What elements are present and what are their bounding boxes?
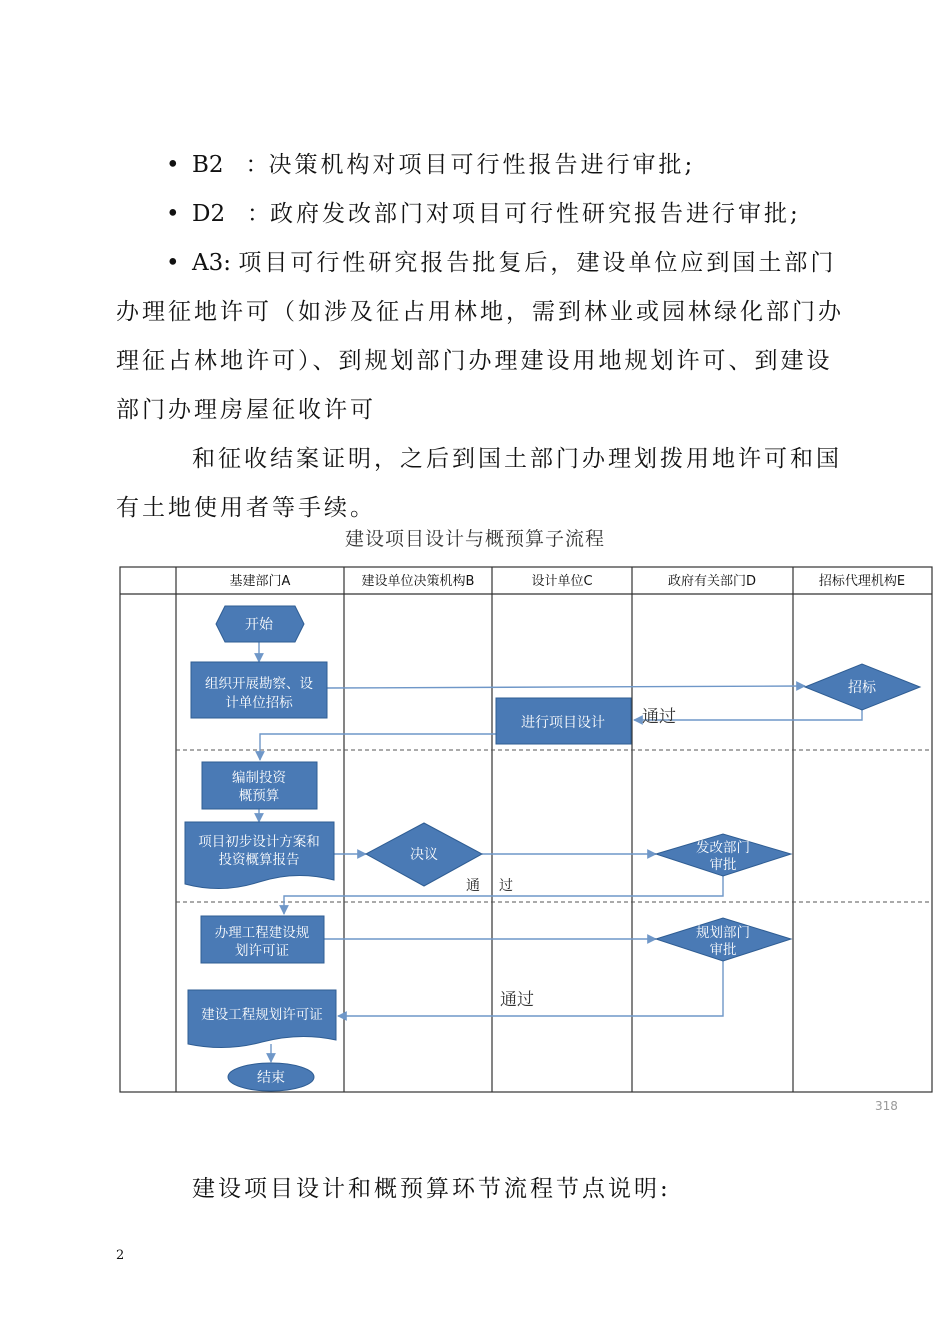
bullet-text: 决策机构对项目可行性报告进行审批; [268, 152, 696, 178]
bullet-code: D2 [192, 201, 226, 227]
pass-label-2a: 通 [466, 878, 480, 894]
bullet-sep: ： [245, 152, 269, 178]
ndrc-decision [656, 834, 791, 876]
organize-label-2: 计单位招标 [225, 695, 293, 711]
start-node [216, 606, 304, 642]
pass-label-3: 通过 [500, 990, 534, 1010]
start-label: 开始 [245, 617, 273, 633]
planning-label-2: 审批 [709, 942, 737, 958]
paragraph-line: 部门办理房屋征收许可 [116, 397, 376, 423]
ndrc-label-2: 审批 [709, 857, 737, 873]
decide-label: 决议 [410, 847, 438, 863]
report-document-node [185, 822, 334, 889]
end-node [228, 1063, 314, 1091]
report-label-1: 项目初步设计方案和 [198, 834, 320, 850]
lane-header-e: 招标代理机构E [818, 574, 906, 589]
page-number: 2 [116, 1248, 125, 1263]
pass-label-2b: 过 [499, 878, 513, 894]
lane-header-c: 设计单位C [531, 574, 593, 589]
ndrc-label-1: 发改部门 [696, 840, 750, 856]
bullet-dot: • [166, 201, 180, 227]
bullet-code: B2 [192, 152, 224, 178]
paragraph-line: 理征占林地许可）、到规划部门办理建设用地规划许可、到建设 [116, 348, 833, 374]
figure-page-ref: 318 [875, 1099, 898, 1113]
bullet-dot: • [166, 250, 180, 276]
bullet-sep: ： [247, 201, 271, 227]
pass-label-1: 通过 [642, 707, 676, 727]
design-node [496, 698, 631, 744]
permit-document-node [188, 990, 336, 1048]
paragraph-line: 办理征地许可（如涉及征占用林地，需到林业或园林绿化部门办 [116, 299, 844, 325]
budget-label-1: 编制投资 [232, 770, 286, 786]
budget-label-2: 概预算 [238, 788, 280, 804]
report-label-2: 投资概算报告 [218, 852, 300, 868]
flowchart-title: 建设项目设计与概预算子流程 [344, 528, 605, 550]
apply-label-1: 办理工程建设规 [214, 925, 310, 941]
closing-line: 建设项目设计和概预算环节流程节点说明: [192, 1176, 671, 1202]
bullet-code: A3: [192, 250, 231, 276]
bullet-text: 项目可行性研究报告批复后，建设单位应到国土部门 [238, 250, 837, 276]
bullet-dot: • [166, 152, 180, 178]
lane-header-a: 基建部门A [229, 574, 291, 589]
paragraph-line: 和征收结案证明，之后到国土部门办理划拨用地许可和国 [192, 446, 842, 472]
decide-decision [366, 823, 482, 886]
permit-label: 建设工程规划许可证 [201, 1007, 323, 1023]
lane-header-d: 政府有关部门D [667, 574, 757, 589]
lane-header-b: 建设单位决策机构B [361, 574, 475, 589]
end-label: 结束 [257, 1070, 285, 1086]
bidding-decision [805, 664, 920, 710]
bidding-label: 招标 [848, 680, 876, 696]
apply-label-2: 划许可证 [235, 943, 289, 959]
bullet-text: 政府发改部门对项目可行性研究报告进行审批; [270, 201, 801, 227]
planning-label-1: 规划部门 [696, 925, 750, 941]
organize-bidding-node [191, 662, 327, 718]
apply-permit-node [201, 916, 324, 963]
planning-decision [656, 918, 791, 961]
organize-label-1: 组织开展勘察、设 [205, 676, 313, 692]
design-label: 进行项目设计 [521, 715, 605, 731]
paragraph-line: 有土地使用者等手续。 [116, 495, 376, 521]
budget-node [202, 762, 317, 809]
